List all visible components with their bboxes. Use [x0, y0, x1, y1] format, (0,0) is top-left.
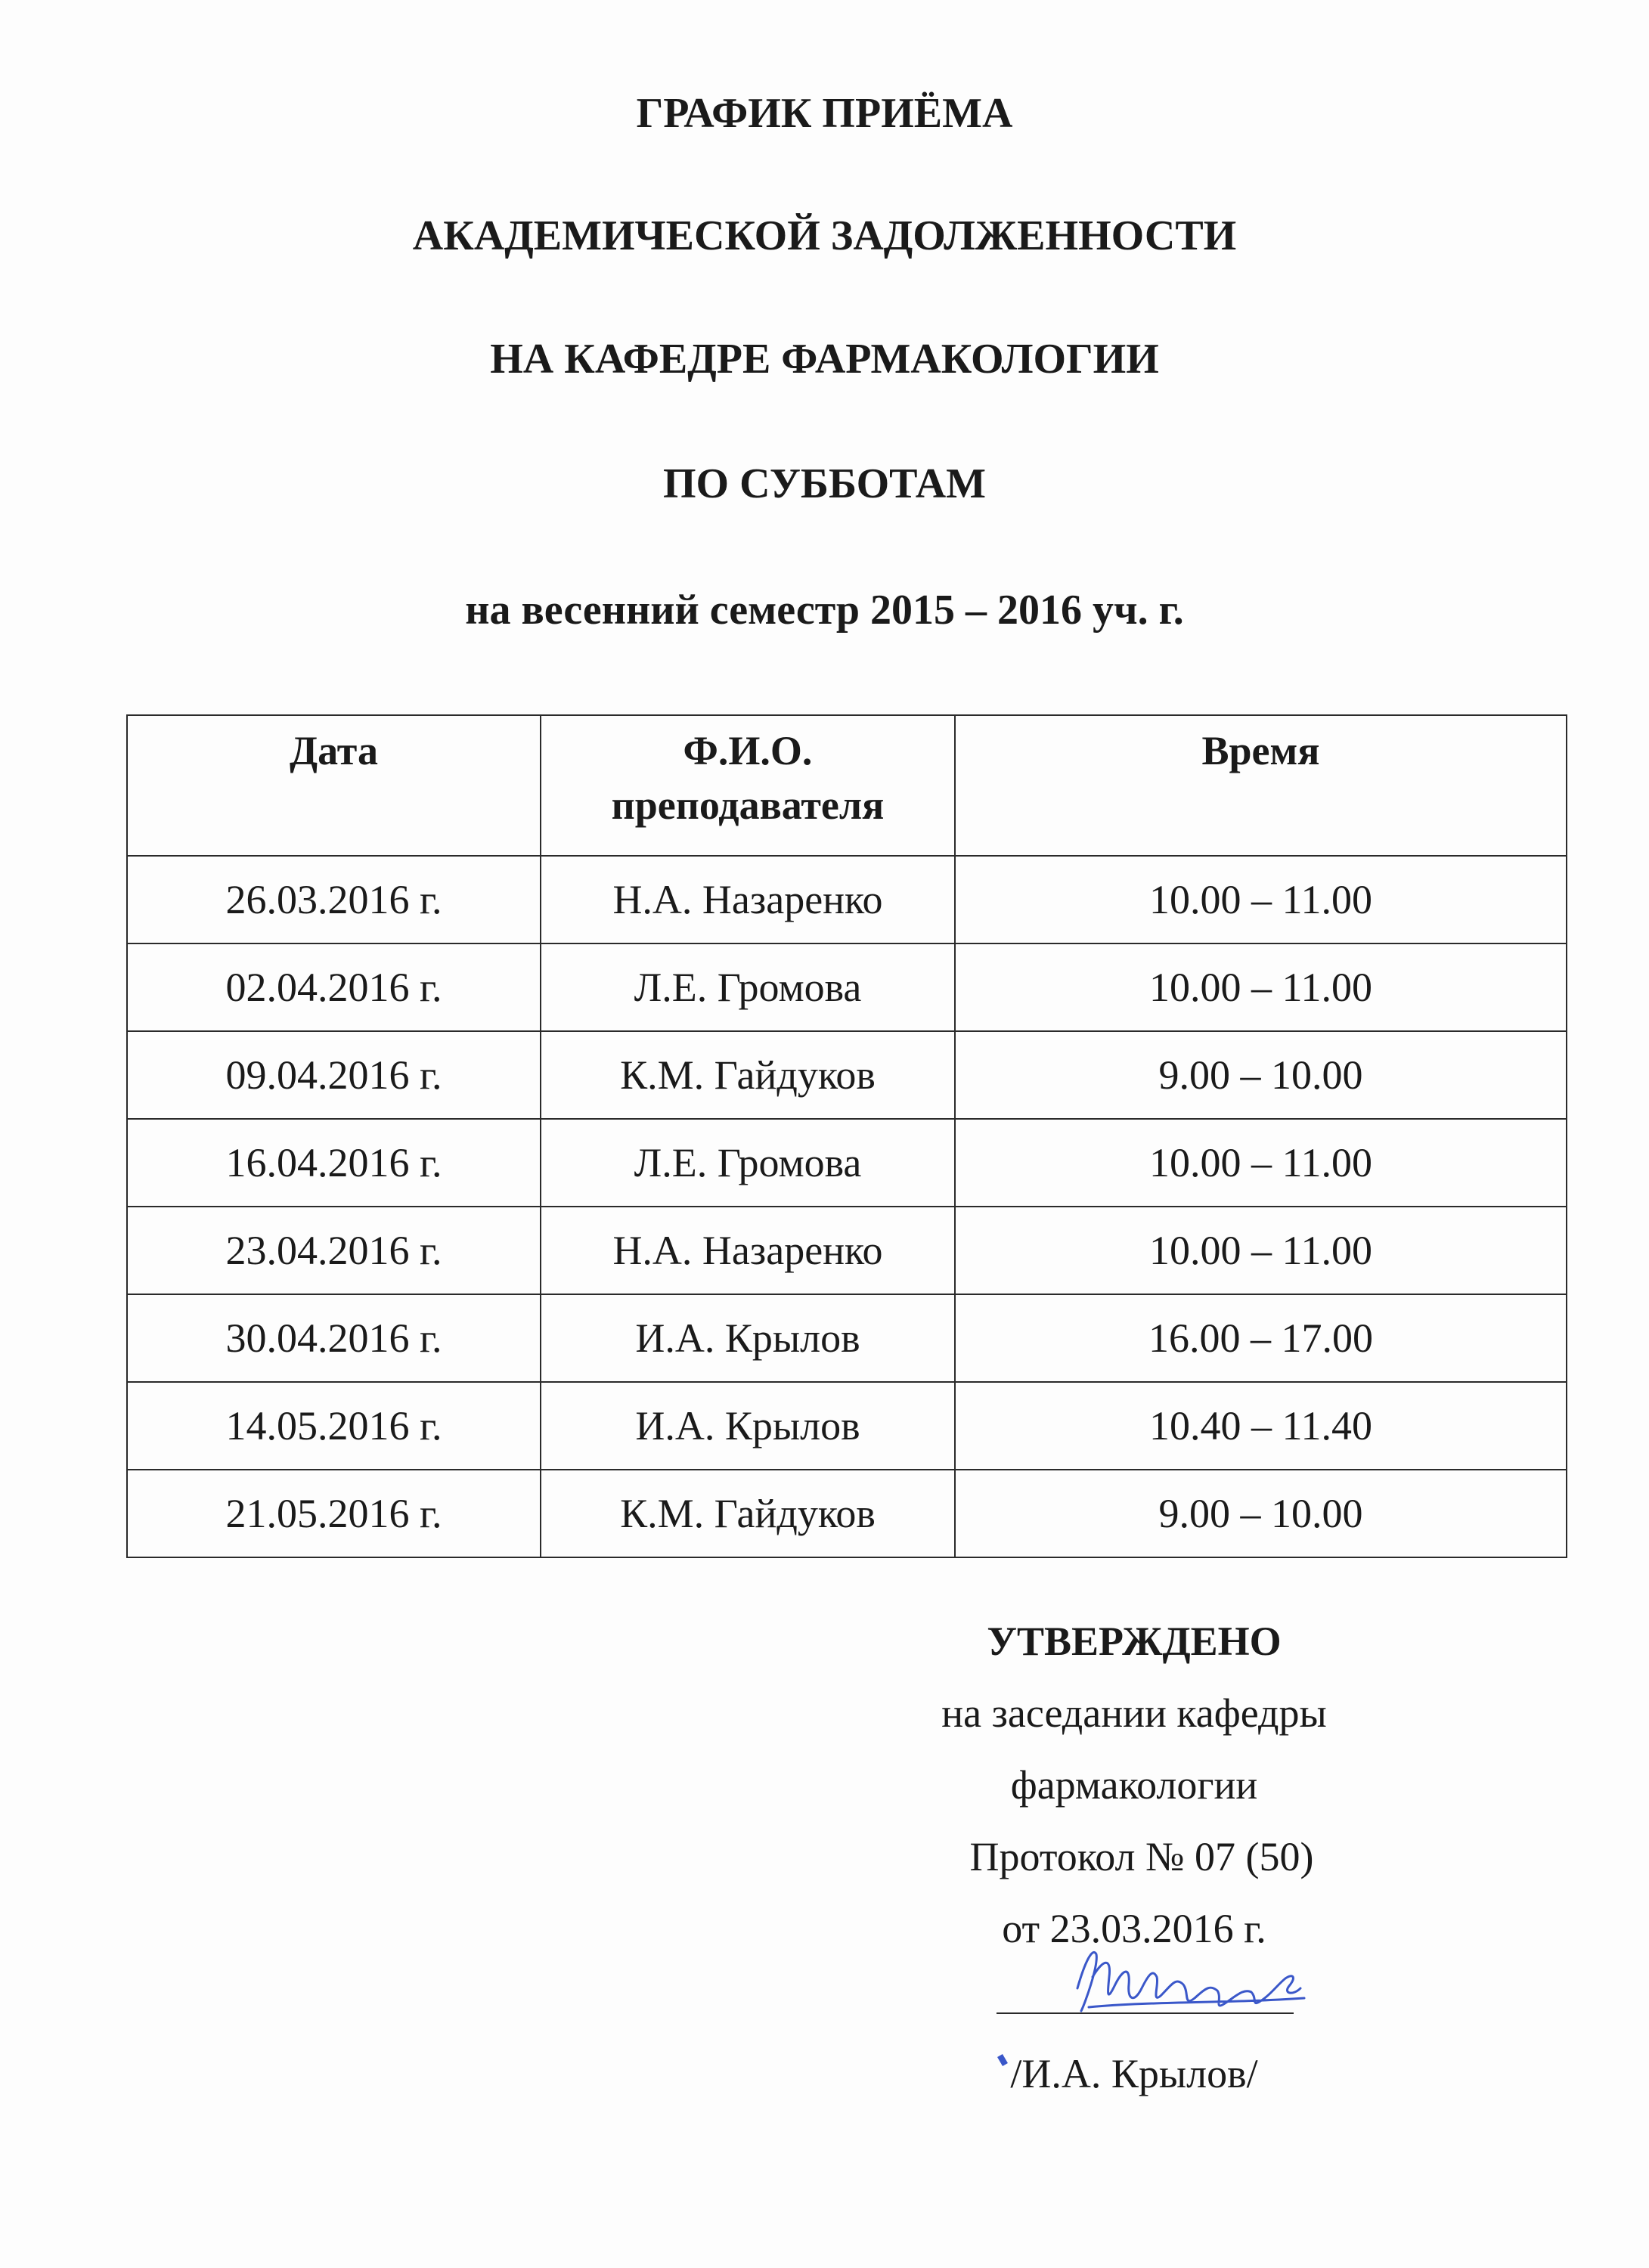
title-line-3: НА КАФЕДРЕ ФАРМАКОЛОГИИ	[490, 336, 1159, 383]
table-row	[127, 1470, 1567, 1557]
signature-line	[997, 2012, 1294, 2014]
cell-date: 23.04.2016 г.	[127, 1207, 541, 1294]
table-row	[127, 1031, 1567, 1119]
cell-date: 09.04.2016 г.	[127, 1031, 541, 1119]
cell-date: 02.04.2016 г.	[127, 943, 541, 1031]
cell-teacher: И.А. Крылов	[541, 1382, 955, 1470]
cell-time: 10.00 – 11.00	[955, 943, 1567, 1031]
header-date: Дата	[127, 715, 541, 856]
header-teacher-line2: преподавателя	[611, 782, 885, 828]
cell-time: 9.00 – 10.00	[955, 1031, 1567, 1119]
cell-time: 16.00 – 17.00	[955, 1294, 1567, 1382]
header-time: Время	[955, 715, 1567, 856]
cell-teacher: Л.Е. Громова	[541, 943, 955, 1031]
cell-teacher: Н.А. Назаренко	[541, 856, 955, 943]
cell-time: 10.00 – 11.00	[955, 856, 1567, 943]
table-row	[127, 856, 1567, 943]
schedule-table	[126, 714, 1567, 1558]
cell-date: 30.04.2016 г.	[127, 1294, 541, 1382]
cell-time: 9.00 – 10.00	[955, 1470, 1567, 1557]
cell-teacher: И.А. Крылов	[541, 1294, 955, 1382]
cell-date: 21.05.2016 г.	[127, 1470, 541, 1557]
cell-time: 10.00 – 11.00	[955, 1119, 1567, 1207]
cell-date: 26.03.2016 г.	[127, 856, 541, 943]
header-teacher	[541, 715, 955, 856]
header-teacher-line1: Ф.И.О.	[683, 728, 813, 773]
cell-teacher: К.М. Гайдуков	[541, 1470, 955, 1557]
approval-line-2: фармакологии	[1010, 1762, 1258, 1808]
signatory-name: /И.А. Крылов/	[1010, 2051, 1258, 2096]
cell-teacher: Н.А. Назаренко	[541, 1207, 955, 1294]
approval-title: УТВЕРЖДЕНО	[987, 1619, 1282, 1664]
cell-teacher: К.М. Гайдуков	[541, 1031, 955, 1119]
cell-date: 14.05.2016 г.	[127, 1382, 541, 1470]
approval-line-1: на заседании кафедры	[941, 1690, 1327, 1736]
cell-time: 10.40 – 11.40	[955, 1382, 1567, 1470]
cell-teacher: Л.Е. Громова	[541, 1119, 955, 1207]
approval-protocol: Протокол № 07 (50)	[969, 1834, 1314, 1879]
handwritten-signature	[1062, 1932, 1312, 2030]
semester-line: на весенний семестр 2015 – 2016 уч. г.	[465, 587, 1184, 634]
table-row	[127, 1119, 1567, 1207]
cell-date: 16.04.2016 г.	[127, 1119, 541, 1207]
table-row	[127, 1294, 1567, 1382]
title-line-1: ГРАФИК ПРИЁМА	[636, 90, 1013, 137]
table-row	[127, 943, 1567, 1031]
cell-time: 10.00 – 11.00	[955, 1207, 1567, 1294]
table-row	[127, 1207, 1567, 1294]
signature-stroke	[1077, 1952, 1304, 2011]
title-line-2: АКАДЕМИЧЕСКОЙ ЗАДОЛЖЕННОСТИ	[412, 212, 1237, 259]
approval-date: от 23.03.2016 г.	[1002, 1906, 1266, 1951]
title-line-4: ПО СУББОТАМ	[663, 460, 986, 507]
table-row	[127, 1382, 1567, 1470]
table-header-row	[127, 715, 1567, 856]
